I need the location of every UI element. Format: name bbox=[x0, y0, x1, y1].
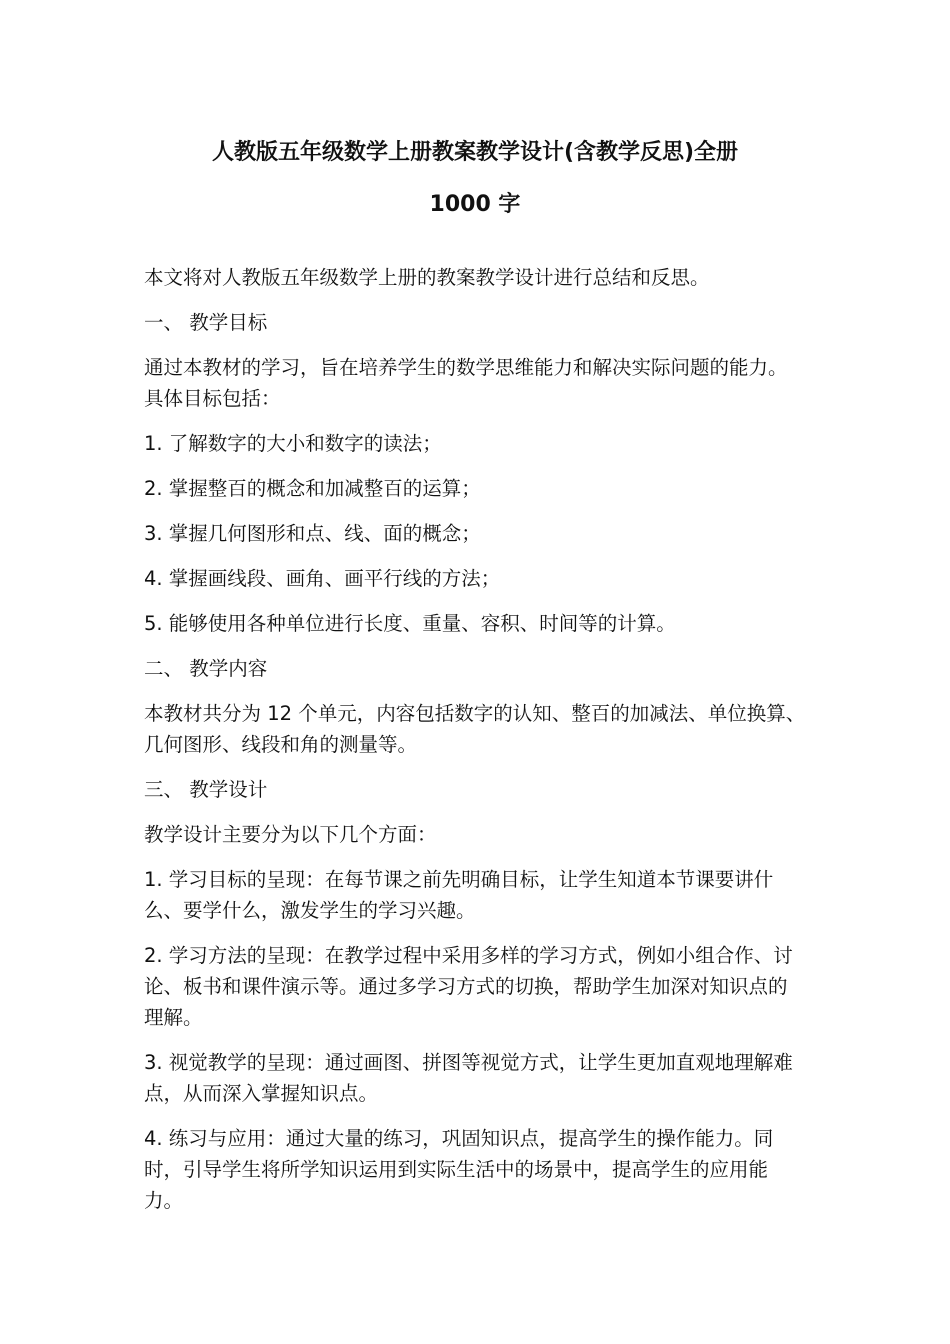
design-item-3: 3. 视觉教学的呈现：通过画图、拼图等视觉方式，让学生更加直观地理解难点，从而深入掌握知识点。 bbox=[144, 1051, 793, 1105]
document-title: 人教版五年级数学上册教案教学设计(含教学反思)全册 bbox=[211, 140, 739, 165]
design-item-2: 2. 学习方法的呈现：在教学过程中采用多样的学习方式，例如小组合作、讨论、板书和课件演示等。通过多学习方式的切换，帮助学生加深对知识点的理解。 bbox=[144, 944, 793, 1029]
goals-intro-paragraph: 通过本教材的学习，旨在培养学生的数学思维能力和解决实际问题的能力。具体目标包括： bbox=[144, 356, 788, 410]
section-heading-design: 三、 教学设计 bbox=[144, 778, 268, 801]
content-paragraph: 本教材共分为 12 个单元，内容包括数字的认知、整百的加减法、单位换算、几何图形、线段和角的测量等。 bbox=[144, 702, 806, 756]
document-title-line2: 1000 字 bbox=[429, 192, 521, 217]
design-item-4: 4. 练习与应用：通过大量的练习，巩固知识点，提高学生的操作能力。同时，引导学生将所学知识运用到实际生活中的场景中，提高学生的应用能力。 bbox=[144, 1127, 774, 1212]
goal-item-4: 4. 掌握画线段、画角、画平行线的方法； bbox=[144, 567, 501, 590]
goal-item-1: 1. 了解数字的大小和数字的读法； bbox=[144, 432, 442, 455]
intro-paragraph: 本文将对人教版五年级数学上册的教案教学设计进行总结和反思。 bbox=[144, 266, 710, 289]
section-heading-goals: 一、 教学目标 bbox=[144, 311, 268, 334]
section-heading-content: 二、 教学内容 bbox=[144, 657, 268, 680]
goal-item-2: 2. 掌握整百的概念和加减整百的运算； bbox=[144, 477, 481, 500]
document-body bbox=[144, 262, 806, 1230]
design-intro-paragraph: 教学设计主要分为以下几个方面： bbox=[144, 823, 437, 846]
goal-item-5: 5. 能够使用各种单位进行长度、重量、容积、时间等的计算。 bbox=[144, 612, 676, 635]
goal-item-3: 3. 掌握几何图形和点、线、面的概念； bbox=[144, 522, 481, 545]
design-item-1: 1. 学习目标的呈现：在每节课之前先明确目标，让学生知道本节课要讲什么、要学什么，激发学生的学习兴趣。 bbox=[144, 868, 774, 922]
